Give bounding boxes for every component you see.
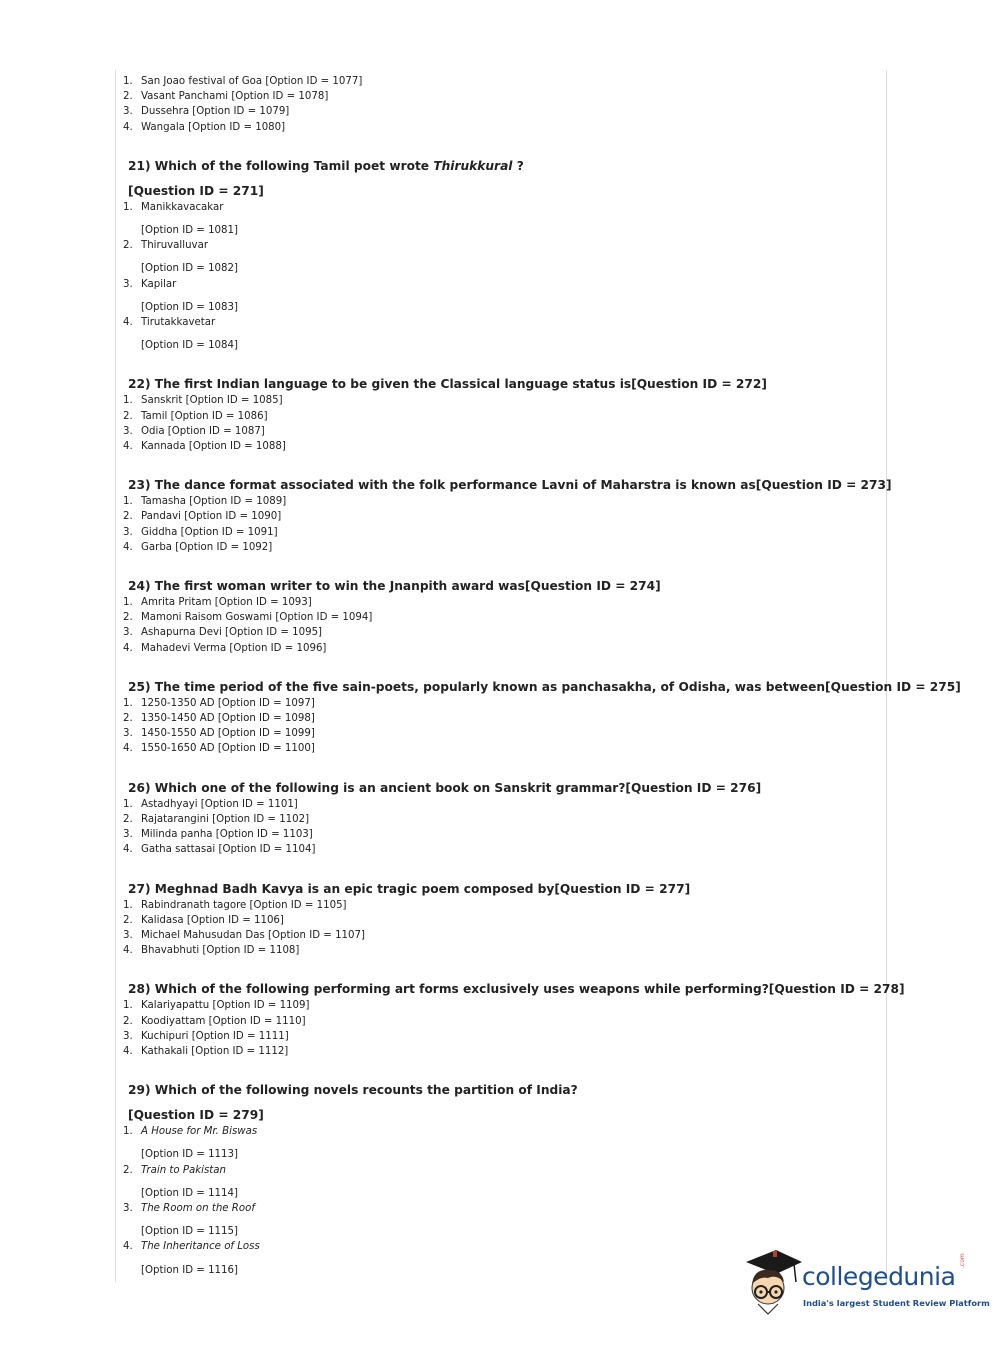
option-number: 2.: [123, 612, 133, 624]
option-text: Kalariyapattu [Option ID = 1109]: [141, 1000, 310, 1012]
option-text: Tirutakkavetar: [141, 317, 216, 329]
option-number: 2.: [123, 1015, 133, 1027]
question-25: [123, 679, 961, 757]
option-number: 3.: [123, 829, 133, 841]
option-id: [Option ID = 1114]: [141, 1187, 238, 1199]
option-item: [123, 120, 873, 135]
option-number: 2.: [123, 713, 133, 725]
option-number: 3.: [123, 627, 133, 639]
option-text: Mamoni Raisom Goswami [Option ID = 1094]: [141, 612, 373, 624]
mascot-icon: [740, 1248, 804, 1318]
question-options: [123, 494, 873, 555]
option-text: Vasant Panchami [Option ID = 1078]: [141, 91, 329, 103]
question-24: [123, 578, 873, 656]
question-options: [123, 393, 873, 454]
question-text: 21) Which of the following Tamil poet wrote: [128, 158, 434, 173]
option-text: Manikkavacakar: [141, 201, 224, 213]
option-item: [123, 409, 873, 424]
option-id: [Option ID = 1113]: [141, 1149, 238, 1161]
option-item: [123, 641, 873, 656]
option-row: [123, 1163, 873, 1178]
option-number: 1.: [123, 201, 133, 213]
option-text: Kapilar: [141, 278, 177, 290]
option-number: 3.: [123, 425, 133, 437]
option-item: [123, 1044, 873, 1059]
option-text: Garba [Option ID = 1092]: [141, 541, 273, 553]
option-id: [Option ID = 1115]: [141, 1226, 238, 1238]
option-item: [123, 439, 873, 454]
question-title: 25) The time period of the five sain-poets, popularly known as panchasakha, of Odisha, was between[Question ID = 275]: [128, 679, 961, 694]
question-21: [123, 158, 873, 354]
question-23: [123, 477, 892, 555]
option-id: [Option ID = 1116]: [141, 1264, 238, 1276]
option-number: 1.: [123, 76, 133, 87]
option-number: 4.: [123, 317, 133, 329]
option-item: [123, 509, 873, 524]
option-item: [123, 711, 873, 726]
option-item: [123, 1029, 873, 1044]
collegedunia-logo[interactable]: [740, 1248, 990, 1318]
option-number: 2.: [123, 240, 133, 252]
question-title: 27) Meghnad Badh Kavya is an epic tragic poem composed by[Question ID = 277]: [128, 881, 691, 896]
option-text: Rajatarangini [Option ID = 1102]: [141, 813, 310, 825]
option-item: [123, 104, 873, 119]
brand-name: collegedunia: [802, 1262, 956, 1291]
option-row: [123, 238, 873, 253]
option-id: [Option ID = 1083]: [141, 301, 238, 313]
option-text: Tamil [Option ID = 1086]: [141, 410, 268, 422]
option-item: [123, 842, 873, 857]
option-id: [Option ID = 1081]: [141, 225, 238, 237]
option-number: 4.: [123, 1241, 133, 1253]
option-number: 4.: [123, 844, 133, 856]
option-item: [123, 393, 873, 408]
option-number: 3.: [123, 278, 133, 290]
question-22: [123, 376, 873, 454]
option-number: 1.: [123, 798, 133, 810]
option-row: [123, 277, 873, 292]
option-item: [123, 595, 873, 610]
question-options: [123, 797, 873, 858]
option-number: 1.: [123, 899, 133, 911]
question-id: [Question ID = 271]: [128, 183, 264, 198]
option-text: Bhavabhuti [Option ID = 1108]: [141, 945, 300, 957]
option-item: [123, 1014, 873, 1029]
option-item: [123, 1163, 873, 1201]
option-text: Tamasha [Option ID = 1089]: [141, 496, 287, 508]
option-item: [123, 1201, 873, 1239]
option-text: Milinda panha [Option ID = 1103]: [141, 829, 313, 841]
option-number: 2.: [123, 1164, 133, 1176]
question-title: 26) Which one of the following is an ancient book on Sanskrit grammar?[Question ID = 276]: [128, 780, 762, 795]
question-options: [123, 898, 873, 959]
question-options: [123, 200, 873, 354]
option-text: Koodiyattam [Option ID = 1110]: [141, 1015, 306, 1027]
option-text: The Room on the Roof: [141, 1202, 255, 1214]
option-item: [123, 726, 873, 741]
question-title: [128, 158, 873, 175]
option-item: [123, 200, 873, 238]
option-number: 3.: [123, 929, 133, 941]
option-number: 3.: [123, 526, 133, 538]
option-text: Kalidasa [Option ID = 1106]: [141, 914, 284, 926]
option-item: [123, 928, 873, 943]
option-text: 1550-1650 AD [Option ID = 1100]: [141, 743, 315, 755]
option-text: Pandavi [Option ID = 1090]: [141, 511, 282, 523]
option-item: [123, 238, 873, 276]
option-item: [123, 625, 873, 640]
option-number: 1.: [123, 395, 133, 407]
option-text: Thiruvalluvar: [141, 240, 209, 252]
question-27: [123, 881, 873, 959]
option-text: Train to Pakistan: [141, 1164, 226, 1176]
option-id: [Option ID = 1082]: [141, 263, 238, 275]
question-options: [123, 998, 873, 1059]
question-title: 24) The first woman writer to win the Jnanpith award was[Question ID = 274]: [128, 579, 661, 594]
option-item: [123, 943, 873, 958]
option-number: 2.: [123, 813, 133, 825]
option-number: 3.: [123, 1202, 133, 1214]
question-title: 23) The dance format associated with the folk performance Lavni of Maharstra is known as[Question ID = 273]: [128, 478, 892, 493]
option-text: Dussehra [Option ID = 1079]: [141, 106, 290, 118]
question-title: 22) The first Indian language to be given the Classical language status is[Question ID = 272]: [128, 377, 767, 392]
option-text: Amrita Pritam [Option ID = 1093]: [141, 597, 312, 609]
option-row: [123, 200, 873, 215]
option-item: [123, 610, 873, 625]
option-item: [123, 1124, 873, 1162]
option-text: Giddha [Option ID = 1091]: [141, 526, 278, 538]
option-row: [123, 315, 873, 330]
option-text: 1350-1450 AD [Option ID = 1098]: [141, 713, 315, 725]
prev-question-options: [123, 74, 873, 135]
option-text: Mahadevi Verma [Option ID = 1096]: [141, 642, 327, 654]
option-item: [123, 797, 873, 812]
question-options: [123, 696, 873, 757]
option-text: 1250-1350 AD [Option ID = 1097]: [141, 697, 315, 709]
option-number: 1.: [123, 1000, 133, 1012]
option-item: [123, 827, 873, 842]
option-number: 3.: [123, 728, 133, 740]
option-number: 3.: [123, 1030, 133, 1042]
option-number: 2.: [123, 410, 133, 422]
option-item: [123, 89, 873, 104]
option-item: [123, 741, 873, 756]
option-number: 4.: [123, 642, 133, 654]
question-italic-text: Thirukkural: [433, 158, 513, 173]
option-text: Michael Mahusudan Das [Option ID = 1107]: [141, 929, 365, 941]
question-id: [Question ID = 279]: [128, 1108, 264, 1123]
option-text: Kannada [Option ID = 1088]: [141, 441, 286, 453]
question-text-suffix: ?: [512, 158, 524, 173]
option-item: [123, 424, 873, 439]
option-text: 1450-1550 AD [Option ID = 1099]: [141, 728, 315, 740]
option-text: San Joao festival of Goa [Option ID = 1077]: [141, 76, 363, 87]
option-item: [123, 913, 873, 928]
option-item: [123, 812, 873, 827]
option-number: 2.: [123, 511, 133, 523]
option-number: 4.: [123, 541, 133, 553]
option-number: 4.: [123, 121, 133, 133]
option-number: 4.: [123, 945, 133, 957]
option-text: A House for Mr. Biswas: [141, 1126, 258, 1138]
option-text: Sanskrit [Option ID = 1085]: [141, 395, 283, 407]
option-item: [123, 277, 873, 315]
option-item: [123, 525, 873, 540]
option-number: 4.: [123, 1045, 133, 1057]
option-item: [123, 998, 873, 1013]
option-text: Kuchipuri [Option ID = 1111]: [141, 1030, 289, 1042]
option-text: Ashapurna Devi [Option ID = 1095]: [141, 627, 323, 639]
option-item: [123, 696, 873, 711]
option-item: [123, 898, 873, 913]
option-number: 3.: [123, 106, 133, 118]
option-number: 4.: [123, 441, 133, 453]
option-text: Wangala [Option ID = 1080]: [141, 121, 286, 133]
option-item: [123, 74, 873, 89]
option-text: The Inheritance of Loss: [141, 1241, 260, 1253]
question-options: [123, 595, 873, 656]
option-number: 1.: [123, 1126, 133, 1138]
option-text: Rabindranath tagore [Option ID = 1105]: [141, 899, 347, 911]
question-26: [123, 780, 873, 858]
brand-tagline: India's largest Student Review Platform: [803, 1298, 990, 1308]
option-number: 4.: [123, 743, 133, 755]
option-text: Gatha sattasai [Option ID = 1104]: [141, 844, 316, 856]
option-row: [123, 1201, 873, 1216]
question-title: 29) Which of the following novels recounts the partition of India?: [128, 1083, 578, 1098]
option-id: [Option ID = 1084]: [141, 340, 238, 352]
option-number: 1.: [123, 697, 133, 709]
question-title: 28) Which of the following performing art forms exclusively uses weapons while performing?[Question ID = 278]: [128, 982, 905, 997]
option-item: [123, 540, 873, 555]
option-item: [123, 494, 873, 509]
option-number: 2.: [123, 914, 133, 926]
option-row: [123, 1124, 873, 1139]
option-text: Kathakali [Option ID = 1112]: [141, 1045, 289, 1057]
option-text: Astadhyayi [Option ID = 1101]: [141, 798, 298, 810]
option-number: 1.: [123, 597, 133, 609]
question-28: [123, 981, 905, 1059]
option-number: 2.: [123, 91, 133, 103]
option-number: 1.: [123, 496, 133, 508]
brand-dotcom: .com: [959, 1253, 966, 1268]
option-item: [123, 315, 873, 353]
option-text: Odia [Option ID = 1087]: [141, 425, 265, 437]
